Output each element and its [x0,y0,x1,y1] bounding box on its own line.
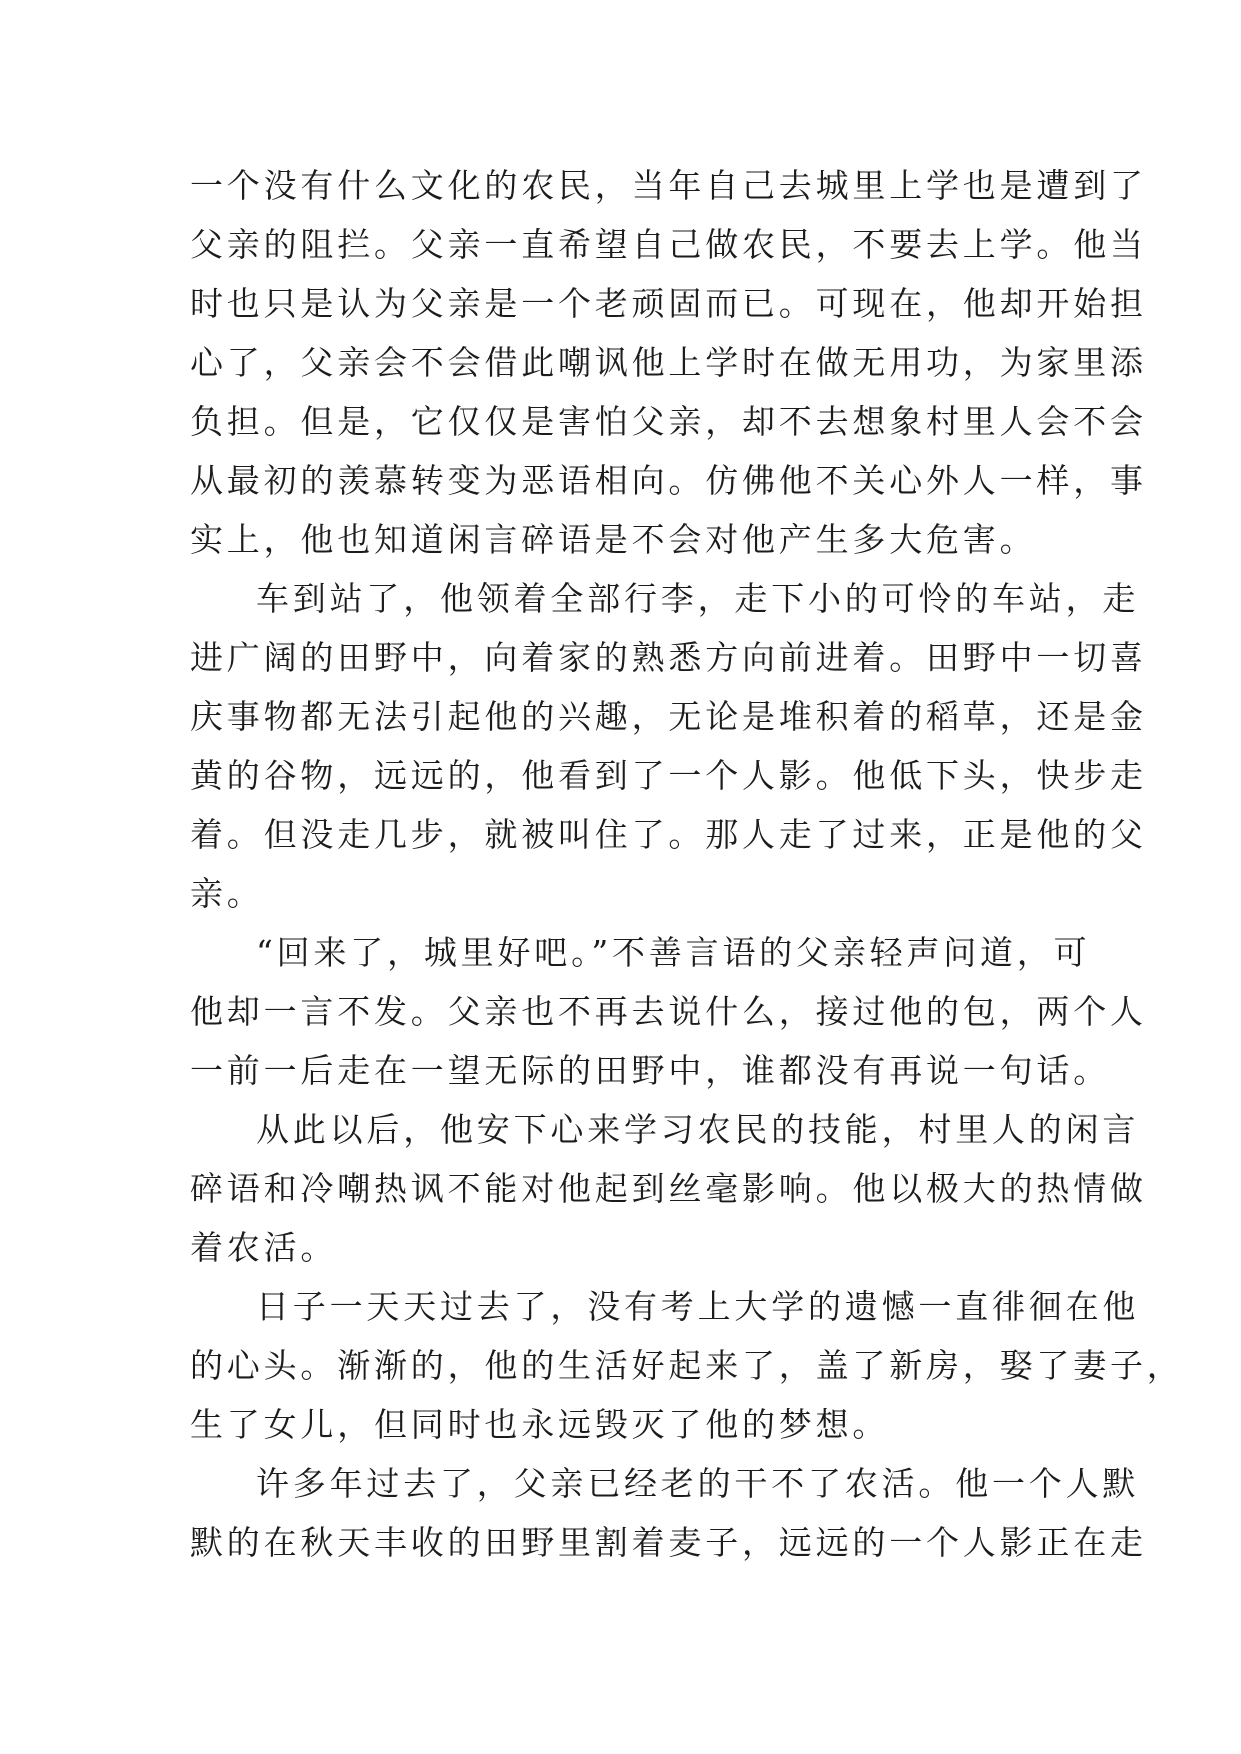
text-line: 许多年过去了，父亲已经老的干不了农活。他一个人默 [256,1464,1140,1503]
text-line: 碎语和冷嘲热讽不能对他起到丝毫影响。他以极大的热情做 [190,1169,1147,1208]
paragraph-5 [190,1277,1184,1454]
text-line: 实上，他也知道闲言碎语是不会对他产生多大危害。 [190,520,1037,559]
text-line: 的心头。渐渐的，他的生活好起来了，盖了新房，娶了妻子， [190,1346,1184,1385]
document-body [190,156,1184,1572]
text-line: 从最初的羡慕转变为恶语相向。仿佛他不关心外人一样，事 [190,461,1147,500]
text-line: 父亲的阻拦。父亲一直希望自己做农民，不要去上学。他当 [190,225,1147,264]
paragraph-1 [190,156,1147,569]
text-line: 从此以后，他安下心来学习农民的技能，村里人的闲言 [256,1110,1140,1149]
text-line: 时也只是认为父亲是一个老顽固而已。可现在，他却开始担 [190,284,1147,323]
paragraph-2 [190,569,1147,923]
text-line: 黄的谷物，远远的，他看到了一个人影。他低下头，快步走 [190,756,1147,795]
text-line: 他却一言不发。父亲也不再去说什么，接过他的包，两个人 [190,992,1147,1031]
text-line: 着。但没走几步，就被叫住了。那人走了过来，正是他的父 [190,815,1147,854]
paragraph-3 [190,923,1147,1100]
paragraph-6 [190,1454,1147,1572]
text-line: 生了女儿，但同时也永远毁灭了他的梦想。 [190,1405,890,1444]
text-line: 车到站了，他领着全部行李，走下小的可怜的车站，走 [256,579,1140,618]
text-line: 亲。 [190,874,264,913]
text-line: 进广阔的田野中，向着家的熟悉方向前进着。田野中一切喜 [190,638,1147,677]
text-line: 负担。但是，它仅仅是害怕父亲，却不去想象村里人会不会 [190,402,1147,441]
text-line: 心了，父亲会不会借此嘲讽他上学时在做无用功，为家里添 [190,343,1147,382]
paragraph-4 [190,1100,1147,1277]
text-line: 默的在秋天丰收的田野里割着麦子，远远的一个人影正在走 [190,1523,1147,1562]
text-line: 庆事物都无法引起他的兴趣，无论是堆积着的稻草，还是金 [190,697,1147,736]
text-line: “回来了，城里好吧。”不善言语的父亲轻声问道，可 [256,933,1091,972]
text-line: 着农活。 [190,1228,338,1267]
text-line: 一前一后走在一望无际的田野中，谁都没有再说一句话。 [190,1051,1110,1090]
text-line: 一个没有什么文化的农民，当年自己去城里上学也是遭到了 [190,166,1147,205]
text-line: 日子一天天过去了，没有考上大学的遗憾一直徘徊在他 [256,1287,1140,1326]
